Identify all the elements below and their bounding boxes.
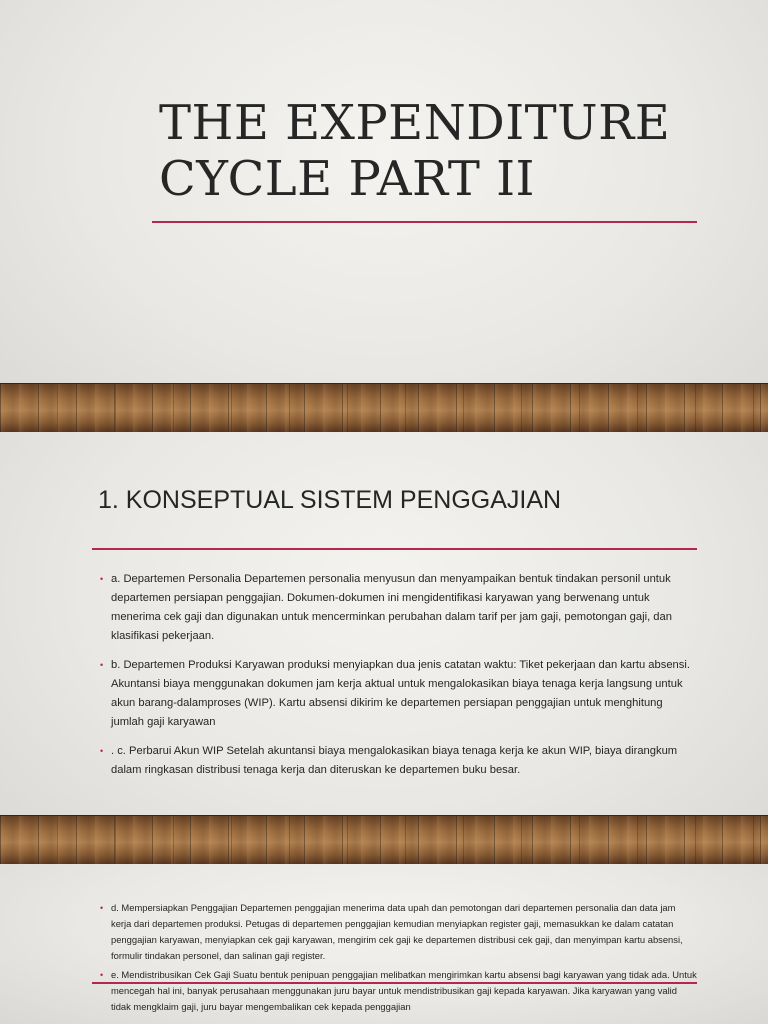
bullet-list <box>100 900 698 1018</box>
bullet-text: a. Departemen Personalia Departemen personalia menyusun dan menyampaikan bentuk tindakan personil untuk departemen persiapan penggajian. Dokumen-dokumen ini mengidentifikasi karyawan yang berwenang untuk menerima cek gaji dan digunakan untuk mencerminkan perubahan dalam tarif per jam gaji, pemotongan gaji, dan klasifikasi pekerjaan. <box>111 573 672 642</box>
bullet-icon: • <box>100 903 104 913</box>
bullet-item <box>100 742 698 780</box>
bullet-text: . c. Perbarui Akun WIP Setelah akuntansi biaya mengalokasikan biaya tenaga kerja ke akun WIP, biaya dirangkum dalam ringkasan distribusi tenaga kerja dan diteruskan ke departemen buku besar. <box>111 745 678 776</box>
bullet-text: b. Departemen Produksi Karyawan produksi menyiapkan dua jenis catatan waktu: Tiket pekerjaan dan kartu absensi. Akuntansi biaya menggunakan dokumen jam kerja aktual untuk mengalokasikan biaya tenaga kerja langsung untuk akun barang-dalamproses (WIP). Kartu absensi dikirim ke departemen persiapan penggajian untuk menghitung jumlah gaji karyawan <box>111 659 690 728</box>
wood-floor-decoration <box>0 383 768 432</box>
title-line-1: THE EXPENDITURE <box>159 95 671 151</box>
slide-konseptual <box>0 432 768 864</box>
bullet-icon: • <box>100 970 104 980</box>
bullet-item <box>100 967 698 1015</box>
title-line-2: CYCLE PART II <box>159 151 536 207</box>
title-divider <box>152 221 697 223</box>
heading-divider <box>92 982 697 984</box>
bullet-text: e. Mendistribusikan Cek Gaji Suatu bentuk penipuan penggajian melibatkan mengirimkan kartu absensi bagi karyawan yang tidak ada. Untuk mencegah hal ini, banyak perusahaan menggunakan juru bayar untuk mendistribusikan gaji kepada karyawan. Jika karyawan yang valid tidak mengklaim gaji, juru bayar mengembalikan cek kepada penggajian <box>111 969 697 1012</box>
bullet-icon: • <box>100 660 104 670</box>
slide-title <box>0 0 768 432</box>
wood-floor-decoration <box>0 815 768 864</box>
heading-divider <box>92 548 697 550</box>
bullet-text: d. Mempersiapkan Penggajian Departemen penggajian menerima data upah dan pemotongan dari departemen personalia dan data jam kerja dari departemen produksi. Petugas di departemen penggajian kemudian menyiapkan register gaji, memasukkan ke dalam catatan penggajian karyawan, menyiapkan cek gaji karyawan, mengirim cek gaji ke departemen distribusi cek gaji, dan menyimpan kartu absensi, formulir tindakan personel, dan salinan gaji register. <box>111 902 683 961</box>
bullet-item <box>100 900 698 964</box>
bullet-icon: • <box>100 574 104 584</box>
bullet-item <box>100 570 698 646</box>
slide-heading: 1. KONSEPTUAL SISTEM PENGGAJIAN <box>98 486 562 514</box>
bullet-item <box>100 656 698 732</box>
bullet-list <box>100 570 698 790</box>
bullet-icon: • <box>100 746 104 756</box>
slide-penggajian-continued <box>0 864 768 1024</box>
slide-title-heading <box>159 95 670 207</box>
